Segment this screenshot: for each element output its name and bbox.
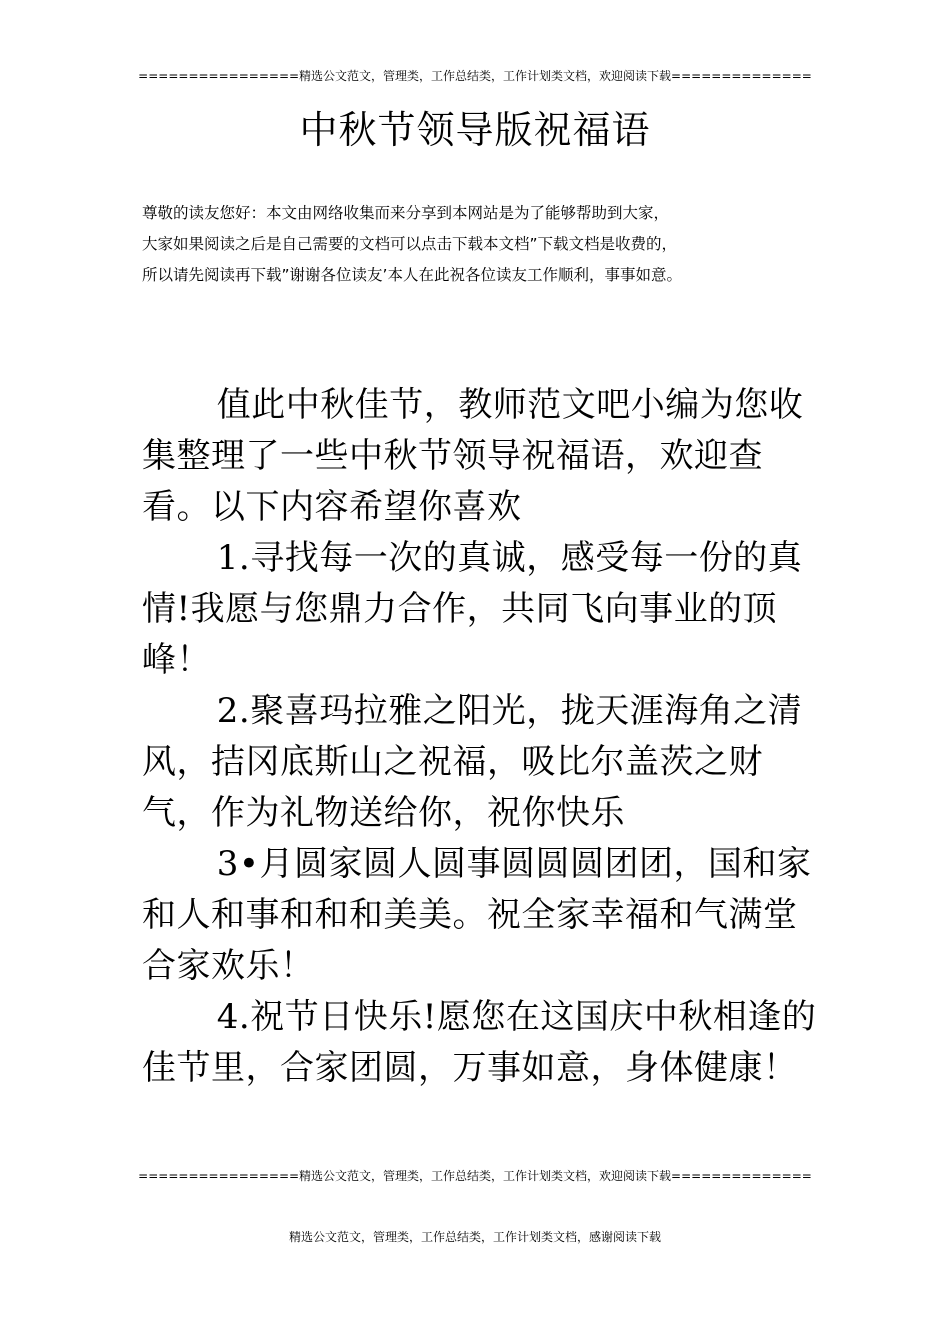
greeting-item-2: 2.聚喜玛拉雅之阳光，拢天涯海角之清风，拮冈底斯山之祝福，吸比尔盖茨之财气，作为礼物送给你，祝你快乐 bbox=[142, 691, 803, 833]
intro-paragraph: 值此中秋佳节，教师范文吧小编为您收集整理了一些中秋节领导祝福语，欢迎查看。以下内容希望你喜欢 bbox=[142, 385, 804, 527]
greeting-item-1: 1.寻找每一次的真诚，感受每一份的真情!我愿与您鼎力合作，共同飞向事业的顶峰！ bbox=[142, 538, 803, 680]
notice-line-2: 大家如果阅读之后是自己需要的文档可以点击下载本文档”下载文档是收费的， bbox=[142, 235, 678, 253]
footer-banner: ================精选公文范文，管理类，工作总结类，工作计划类文档，欢迎阅读下载============== bbox=[138, 1169, 812, 1183]
notice-line-1: 尊敬的读友您好：本文由网络收集而来分享到本网站是为了能够帮助到大家， bbox=[142, 204, 670, 222]
greeting-item-3: 3•月圆家圆人圆事圆圆圆团团，国和家和人和事和和和美美。祝全家幸福和气满堂合家欢乐！ bbox=[142, 844, 812, 986]
header-banner: ================精选公文范文，管理类，工作总结类，工作计划类文档，欢迎阅读下载============== bbox=[138, 69, 812, 83]
greeting-item-4: 4.祝节日快乐!愿您在这国庆中秋相逢的佳节里，合家团圆，万事如意，身体健康！ bbox=[142, 997, 817, 1088]
notice-line-3: 所以请先阅读再下载”谢谢各位读友’本人在此祝各位读友工作顺利，事事如意。 bbox=[142, 266, 682, 284]
document-body bbox=[142, 380, 822, 1094]
reader-notice bbox=[142, 198, 842, 291]
document-title: 中秋节领导版祝福语 bbox=[299, 108, 651, 152]
page-footer: 精选公文范文，管理类，工作总结类，工作计划类文档，感谢阅读下载 bbox=[288, 1230, 661, 1244]
